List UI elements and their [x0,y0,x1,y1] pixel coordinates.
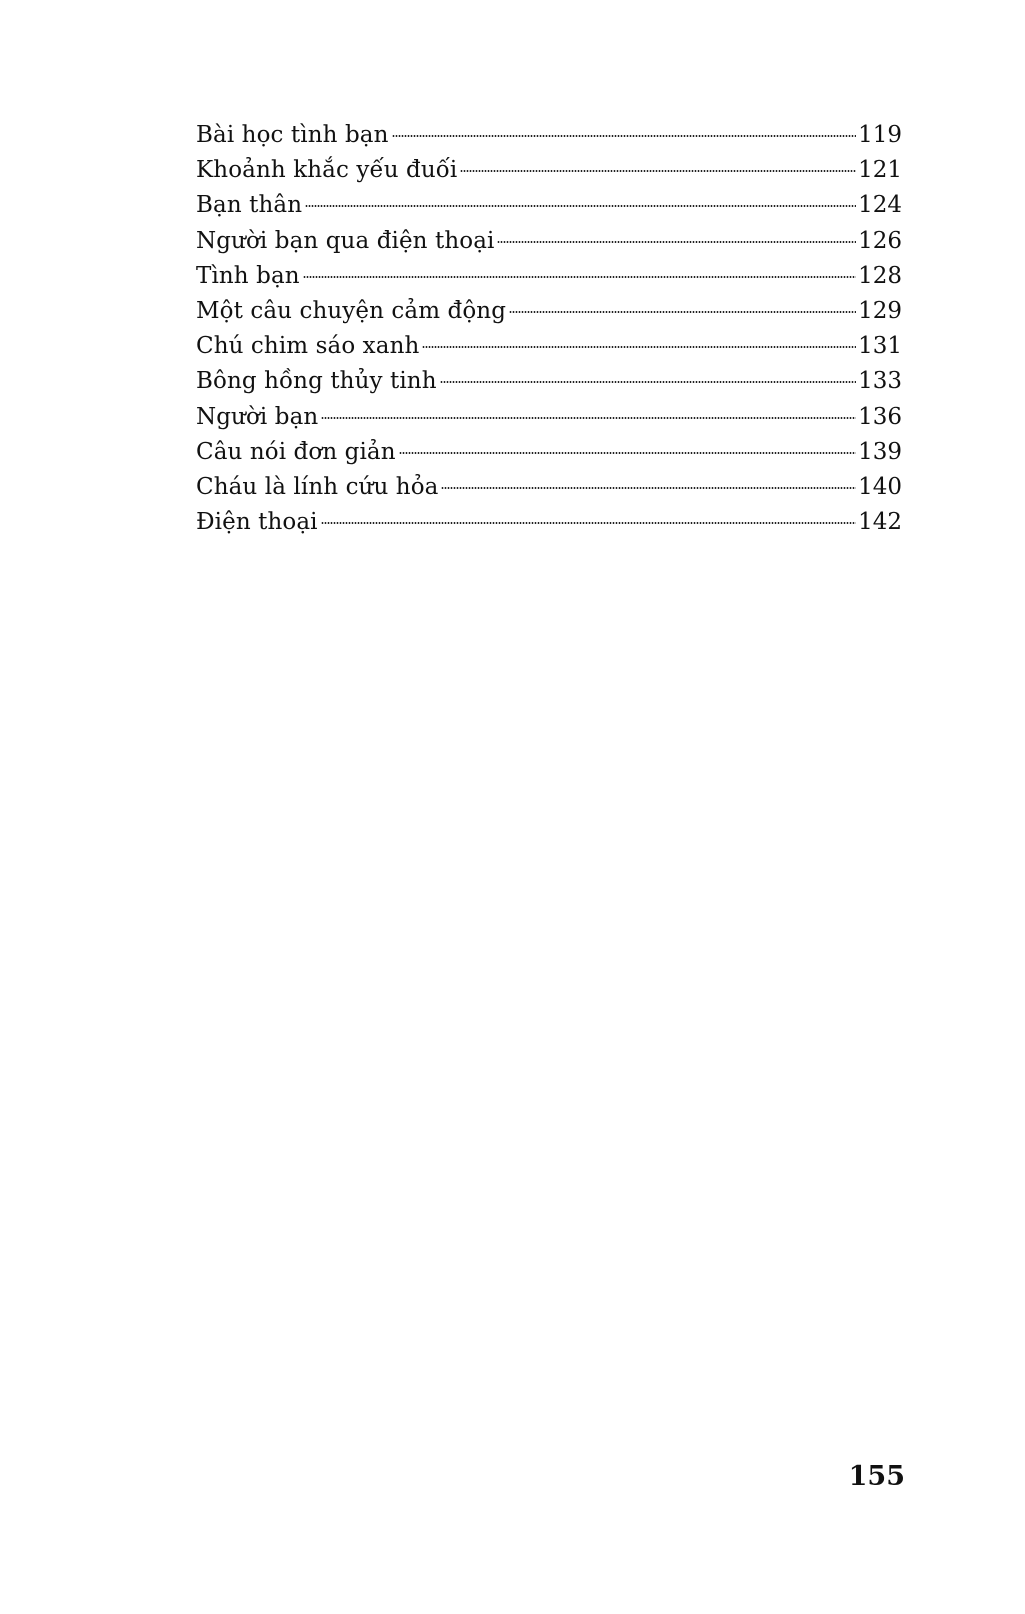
toc-dot-leader [509,311,856,313]
toc-entry-page: 119 [858,122,902,148]
toc-entry-title: Tình bạn [196,262,300,289]
toc-entry-title: Chú chim sáo xanh [196,333,420,360]
toc-entry [196,435,902,470]
toc-entry-page: 139 [858,438,902,465]
toc-dot-leader [392,135,857,137]
toc-entry [196,118,902,153]
toc-entry [196,329,902,364]
toc-entry-page: 133 [858,368,902,395]
toc-entry-title: Câu nói đơn giản [196,438,396,465]
toc-entry [196,364,902,399]
toc-entry [196,470,902,505]
toc-dot-leader [399,452,856,454]
toc-entry-page: 131 [858,333,902,360]
toc-entry-title: Cháu là lính cứu hỏa [196,473,439,500]
toc-entry [196,259,902,294]
toc-entry-page: 142 [858,509,902,536]
toc-dot-leader [321,522,856,524]
toc-dot-leader [321,417,856,419]
table-of-contents [196,118,902,540]
toc-entry-page: 129 [858,297,902,324]
toc-entry-title: Bông hồng thủy tinh [196,368,437,395]
toc-dot-leader [497,241,856,243]
toc-entry [196,294,902,329]
toc-entry-title: Khoảnh khắc yếu đuối [196,157,458,184]
toc-entry-title: Người bạn [196,403,319,430]
toc-dot-leader [440,381,856,383]
toc-dot-leader [305,205,856,207]
toc-entry-title: Bạn thân [196,192,303,219]
toc-entry-page: 136 [858,403,902,430]
toc-entry [196,400,902,435]
toc-entry-title: Người bạn qua điện thoại [196,227,495,254]
toc-dot-leader [303,276,856,278]
toc-entry-page: 126 [858,227,902,254]
toc-dot-leader [441,487,856,489]
toc-dot-leader [460,170,856,172]
toc-entry-page: 128 [858,262,902,289]
toc-entry-page: 121 [858,157,902,184]
toc-entry-title: Điện thoại [196,509,318,536]
toc-entry [196,188,902,223]
page-number: 155 [848,1461,905,1492]
toc-entry-page: 124 [858,192,902,219]
toc-entry-page: 140 [858,473,902,500]
toc-entry [196,505,902,540]
toc-entry-title: Bài học tình bạn [196,122,389,148]
toc-entry [196,224,902,259]
toc-entry-title: Một câu chuyện cảm động [196,297,507,324]
toc-entry [196,153,902,188]
toc-dot-leader [422,346,856,348]
